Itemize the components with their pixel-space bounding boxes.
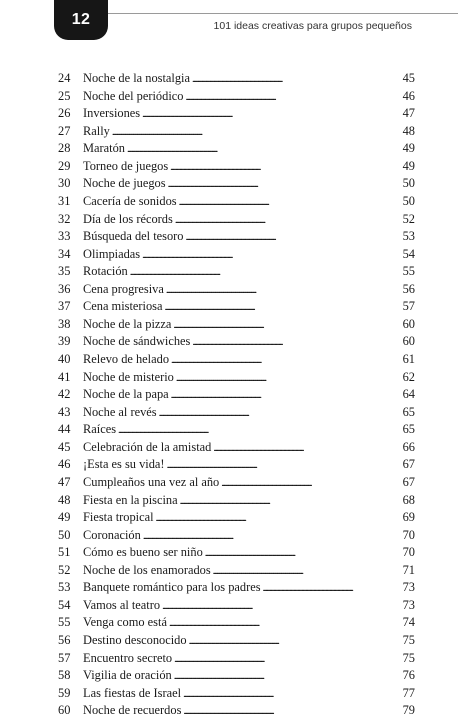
toc-entry bbox=[58, 562, 415, 580]
toc-entry-number: 37 bbox=[58, 299, 71, 314]
toc-entry-number: 52 bbox=[58, 562, 71, 577]
toc-entry-title: Rally bbox=[83, 123, 110, 138]
toc-entry-number: 60 bbox=[58, 703, 71, 718]
toc-entry-page: 52 bbox=[402, 211, 415, 226]
toc-entry-number: 39 bbox=[58, 334, 71, 349]
toc-entry-number: 56 bbox=[58, 633, 71, 647]
toc-entry bbox=[58, 281, 415, 299]
toc-entry-page: 74 bbox=[402, 615, 415, 630]
toc-entry-page: 49 bbox=[402, 158, 415, 173]
toc-entry-number: 38 bbox=[58, 316, 71, 331]
toc-entry-title: Cena misteriosa bbox=[83, 299, 163, 314]
toc-entry-number: 54 bbox=[58, 597, 71, 612]
toc-entry-page: 55 bbox=[402, 264, 415, 279]
running-head: 101 ideas creativas para grupos pequeños bbox=[213, 20, 412, 32]
toc-entry-title: Destino desconocido bbox=[83, 633, 187, 647]
toc-dot-leader bbox=[185, 228, 389, 247]
toc-entry-page: 77 bbox=[402, 685, 415, 700]
toc-entry-number: 32 bbox=[58, 211, 71, 226]
toc-dot-leader bbox=[112, 123, 389, 142]
toc-entry-number: 53 bbox=[58, 580, 71, 595]
toc-entry-page: 46 bbox=[402, 88, 415, 103]
toc-entry bbox=[58, 105, 415, 123]
toc-entry-page: 70 bbox=[402, 545, 415, 560]
toc-entry bbox=[58, 369, 415, 387]
page-number-tab bbox=[54, 0, 108, 40]
toc-dot-leader bbox=[165, 298, 390, 317]
header-rule bbox=[108, 13, 458, 14]
toc-entry-title: Rotación bbox=[83, 264, 128, 279]
toc-entry-page: 70 bbox=[402, 527, 415, 542]
toc-entry-title: Noche de recuerdos bbox=[83, 703, 182, 718]
toc-entry bbox=[58, 650, 415, 668]
toc-entry-title: Noche de los enamorados bbox=[83, 562, 211, 577]
toc-entry-page: 76 bbox=[402, 668, 415, 683]
toc-entry-title: Relevo de helado bbox=[83, 352, 170, 366]
toc-entry-page: 50 bbox=[402, 176, 415, 191]
toc-entry-number: 43 bbox=[58, 404, 71, 419]
toc-entry-number: 33 bbox=[58, 229, 71, 244]
toc-entry-page: 69 bbox=[402, 510, 415, 525]
toc-dot-leader bbox=[167, 456, 389, 475]
toc-entry-number: 51 bbox=[58, 545, 71, 560]
toc-entry-title: Noche del periódico bbox=[83, 88, 184, 103]
toc-entry-title: Las fiestas de Israel bbox=[83, 685, 182, 700]
toc-entry-page: 73 bbox=[402, 580, 415, 595]
toc-entry bbox=[58, 175, 415, 193]
toc-entry-number: 50 bbox=[58, 527, 71, 542]
toc-entry-title: Noche de la papa bbox=[83, 387, 169, 402]
toc-entry-number: 28 bbox=[58, 141, 71, 156]
toc-dot-leader bbox=[174, 667, 389, 686]
toc-entry-title: Fiesta en la piscina bbox=[83, 492, 178, 507]
toc-entry-number: 44 bbox=[58, 422, 71, 437]
toc-entry-number: 48 bbox=[58, 492, 71, 507]
toc-dot-leader bbox=[143, 527, 389, 546]
toc-entry-title: Noche de sándwiches bbox=[83, 334, 191, 349]
toc-entry-title: Búsqueda del tesoro bbox=[83, 229, 184, 244]
toc-dot-leader bbox=[173, 316, 389, 335]
toc-entry bbox=[58, 404, 415, 422]
toc-dot-leader bbox=[192, 70, 389, 89]
toc-entry-page: 75 bbox=[402, 650, 415, 665]
toc-entry bbox=[58, 474, 415, 492]
toc-dot-leader bbox=[175, 211, 389, 230]
toc-entry bbox=[58, 246, 415, 264]
toc-entry-page: 66 bbox=[402, 439, 415, 454]
toc-entry-title: Encuentro secreto bbox=[83, 650, 173, 665]
toc-dot-leader bbox=[156, 509, 389, 528]
toc-entry-title: Cumpleaños una vez al año bbox=[83, 474, 220, 489]
toc-entry-page: 68 bbox=[402, 492, 415, 507]
toc-entry bbox=[58, 228, 415, 246]
toc-dot-leader bbox=[130, 263, 389, 282]
toc-entry-page: 64 bbox=[402, 387, 415, 402]
toc-entry-title: Inversiones bbox=[83, 106, 141, 121]
toc-entry bbox=[58, 527, 415, 545]
toc-dot-leader bbox=[213, 562, 389, 581]
toc-entry-title: Olimpiadas bbox=[83, 246, 141, 261]
toc-dot-leader bbox=[142, 105, 389, 124]
toc-entry-number: 26 bbox=[58, 106, 71, 121]
toc-entry-title: Vigilia de oración bbox=[83, 668, 172, 683]
toc-entry bbox=[58, 685, 415, 703]
table-of-contents bbox=[58, 70, 415, 720]
toc-entry-title: Torneo de juegos bbox=[83, 158, 169, 173]
toc-dot-leader bbox=[180, 492, 389, 511]
toc-entry-number: 35 bbox=[58, 264, 71, 279]
toc-entry-number: 34 bbox=[58, 246, 71, 261]
toc-dot-leader bbox=[205, 544, 389, 563]
toc-entry-title: Cena progresiva bbox=[83, 281, 164, 296]
toc-entry-title: Noche de misterio bbox=[83, 369, 174, 384]
toc-dot-leader bbox=[118, 421, 389, 440]
toc-entry-number: 46 bbox=[58, 457, 71, 472]
toc-entry bbox=[58, 632, 415, 650]
toc-entry-number: 40 bbox=[58, 352, 71, 366]
toc-entry-title: Fiesta tropical bbox=[83, 510, 154, 525]
toc-entry-page: 57 bbox=[402, 299, 415, 314]
toc-entry-page: 45 bbox=[402, 71, 415, 85]
toc-entry bbox=[58, 386, 415, 404]
toc-entry bbox=[58, 702, 415, 720]
toc-entry bbox=[58, 193, 415, 211]
toc-entry-number: 31 bbox=[58, 193, 71, 208]
toc-dot-leader bbox=[192, 333, 389, 352]
toc-dot-leader bbox=[183, 685, 389, 704]
toc-dot-leader bbox=[170, 158, 389, 177]
toc-entry-number: 30 bbox=[58, 176, 71, 191]
toc-entry-page: 53 bbox=[402, 229, 415, 244]
toc-dot-leader bbox=[142, 246, 389, 265]
toc-entry-page: 67 bbox=[402, 457, 415, 472]
toc-entry-title: Maratón bbox=[83, 141, 125, 156]
toc-dot-leader bbox=[171, 386, 389, 405]
page-number: 12 bbox=[71, 11, 91, 28]
toc-entry-page: 65 bbox=[402, 404, 415, 419]
toc-entry-title: Noche de la nostalgia bbox=[83, 71, 191, 85]
toc-entry bbox=[58, 351, 415, 369]
toc-dot-leader bbox=[174, 650, 389, 669]
toc-entry bbox=[58, 597, 415, 615]
toc-entry-title: Vamos al teatro bbox=[83, 597, 161, 612]
toc-dot-leader bbox=[183, 702, 389, 721]
toc-entry-title: Venga como está bbox=[83, 615, 167, 630]
toc-entry bbox=[58, 316, 415, 334]
toc-entry-title: Noche de la pizza bbox=[83, 316, 172, 331]
toc-entry-title: ¡Esta es su vida! bbox=[83, 457, 165, 472]
toc-dot-leader bbox=[179, 193, 389, 212]
toc-dot-leader bbox=[221, 474, 389, 493]
toc-entry-title: Noche de juegos bbox=[83, 176, 166, 191]
toc-entry bbox=[58, 421, 415, 439]
toc-entry-title: Noche al revés bbox=[83, 404, 157, 419]
toc-entry-title: Cacería de sonidos bbox=[83, 193, 177, 208]
toc-entry-page: 75 bbox=[402, 633, 415, 647]
toc-entry bbox=[58, 123, 415, 141]
toc-entry-page: 50 bbox=[402, 193, 415, 208]
toc-entry-title: Cómo es bueno ser niño bbox=[83, 545, 203, 560]
toc-entry bbox=[58, 263, 415, 281]
toc-dot-leader bbox=[127, 140, 389, 159]
toc-entry bbox=[58, 667, 415, 685]
toc-entry-page: 62 bbox=[402, 369, 415, 384]
toc-entry-page: 61 bbox=[402, 352, 415, 366]
toc-entry-page: 49 bbox=[402, 141, 415, 156]
toc-entry-number: 57 bbox=[58, 650, 71, 665]
toc-dot-leader bbox=[159, 404, 389, 423]
toc-dot-leader bbox=[189, 632, 389, 651]
toc-entry bbox=[58, 140, 415, 158]
toc-dot-leader bbox=[171, 351, 389, 370]
toc-entry bbox=[58, 298, 415, 316]
toc-entry-page: 48 bbox=[402, 123, 415, 138]
toc-entry bbox=[58, 211, 415, 229]
toc-dot-leader bbox=[263, 579, 389, 598]
toc-entry-number: 55 bbox=[58, 615, 71, 630]
toc-entry bbox=[58, 88, 415, 106]
toc-entry-number: 49 bbox=[58, 510, 71, 525]
toc-entry-number: 27 bbox=[58, 123, 71, 138]
toc-entry-number: 41 bbox=[58, 369, 71, 384]
toc-entry bbox=[58, 158, 415, 176]
toc-entry-number: 47 bbox=[58, 474, 71, 489]
toc-entry-title: Coronación bbox=[83, 527, 141, 542]
toc-entry bbox=[58, 70, 415, 88]
toc-entry-number: 45 bbox=[58, 439, 71, 454]
toc-entry-title: Raíces bbox=[83, 422, 117, 437]
toc-dot-leader bbox=[213, 439, 389, 458]
toc-entry-page: 65 bbox=[402, 422, 415, 437]
toc-entry-page: 56 bbox=[402, 281, 415, 296]
toc-entry-page: 60 bbox=[402, 316, 415, 331]
toc-entry-page: 60 bbox=[402, 334, 415, 349]
toc-entry bbox=[58, 544, 415, 562]
toc-dot-leader bbox=[176, 369, 389, 388]
toc-entry bbox=[58, 614, 415, 632]
toc-dot-leader bbox=[166, 281, 389, 300]
toc-entry-title: Celebración de la amistad bbox=[83, 439, 212, 454]
toc-dot-leader bbox=[185, 88, 389, 107]
toc-entry-title: Banquete romántico para los padres bbox=[83, 580, 261, 595]
toc-dot-leader bbox=[162, 597, 389, 616]
toc-entry-number: 25 bbox=[58, 88, 71, 103]
toc-entry bbox=[58, 333, 415, 351]
toc-entry-page: 73 bbox=[402, 597, 415, 612]
toc-entry-number: 58 bbox=[58, 668, 71, 683]
toc-entry-page: 54 bbox=[402, 246, 415, 261]
toc-dot-leader bbox=[168, 175, 389, 194]
toc-entry bbox=[58, 492, 415, 510]
toc-entry bbox=[58, 509, 415, 527]
toc-entry-number: 42 bbox=[58, 387, 71, 402]
toc-entry-number: 36 bbox=[58, 281, 71, 296]
toc-entry bbox=[58, 579, 415, 597]
toc-entry-number: 24 bbox=[58, 71, 71, 85]
toc-entry bbox=[58, 456, 415, 474]
toc-entry bbox=[58, 439, 415, 457]
toc-entry-number: 59 bbox=[58, 685, 71, 700]
toc-entry-page: 79 bbox=[402, 703, 415, 718]
toc-entry-page: 71 bbox=[402, 562, 415, 577]
toc-dot-leader bbox=[169, 614, 389, 633]
toc-entry-page: 47 bbox=[402, 106, 415, 121]
toc-entry-title: Día de los récords bbox=[83, 211, 173, 226]
toc-entry-number: 29 bbox=[58, 158, 71, 173]
toc-entry-page: 67 bbox=[402, 474, 415, 489]
